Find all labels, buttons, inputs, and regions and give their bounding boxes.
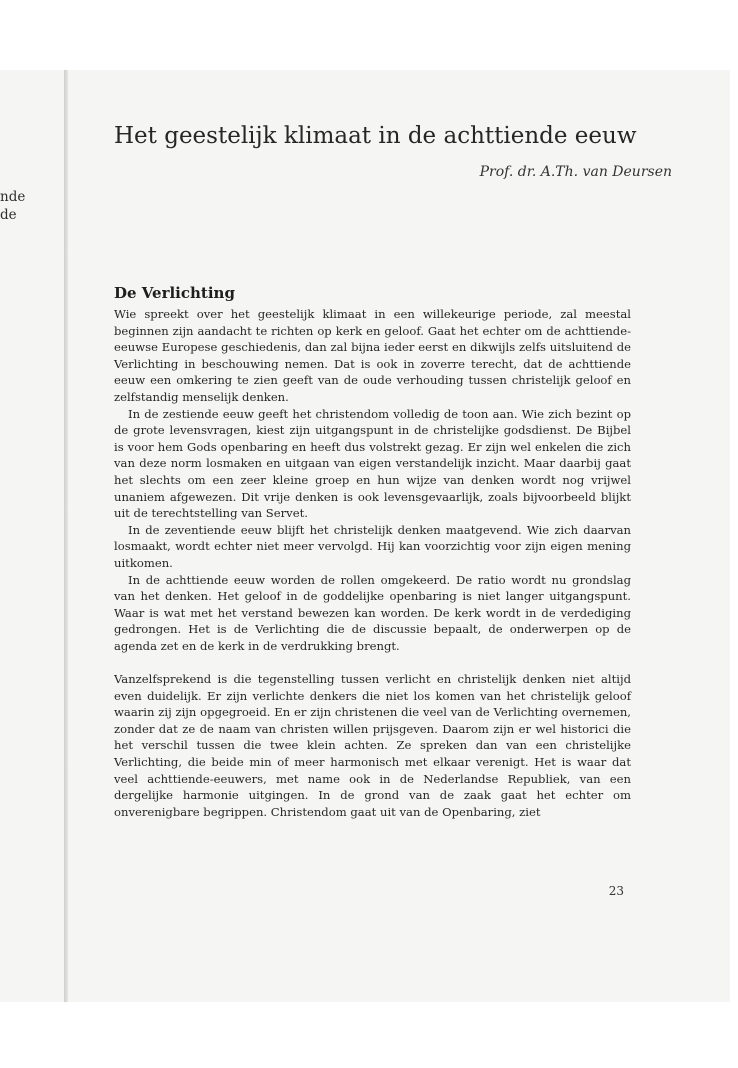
left-fragment-line-1: nde xyxy=(0,189,26,205)
paragraph-3: In de zeventiende eeuw blijft het christelijk denken maatgevend. Wie zich daarvan losmaakt, wordt echter niet meer vervolgd. Hij kan voorzichtig voor zijn eigen mening uitkomen. xyxy=(114,522,631,570)
paragraph-2: In de zestiende eeuw geeft het christendom volledig de toon aan. Wie zich bezint op de grote levensvragen, kiest zijn uitgangspunt in de christelijke godsdienst. De Bijbel is voor hem Gods openbaring en heeft dus volstrekt gezag. Er zijn wel enkelen die zich van deze norm losmaken en uitgaan van eigen verstandelijk inzicht. Maar daarbij gaat het slechts om een zeer kleine groep en hun wijze van denken wordt nog vrijwel unaniem afgewezen. Dit vrije denken is ook levensgevaarlijk, zoals bijvoorbeeld blijkt uit de terechtstelling van Servet. xyxy=(114,406,631,521)
paragraph-4: In de achttiende eeuw worden de rollen omgekeerd. De ratio wordt nu grondslag van het denken. Het geloof in de goddelijke openbaring is niet langer uitgangspunt. Waar is wat met het verstand bewezen kan worden. De kerk wordt in de verdediging gedrongen. Het is de Verlichting die de discussie bepaalt, de onderwerpen op de agenda zet en de kerk in de verdrukking brengt. xyxy=(114,572,631,653)
left-fragment-line-2: de xyxy=(0,207,17,223)
left-page-text-fragment xyxy=(0,188,25,224)
section-heading: De Verlichting xyxy=(114,284,235,302)
article-body xyxy=(114,306,631,820)
page-number: 23 xyxy=(608,884,624,898)
paragraph-1: Wie spreekt over het geestelijk klimaat in een willekeurige periode, zal meestal beginnen zijn aandacht te richten op kerk en geloof. Gaat het echter om de achttiende-eeuwse Europese geschiedenis, dan zal bijna ieder eerst en dikwijls zelfs uitsluitend de Verlichting in beschouwing nemen. Dat is ook in zoverre terecht, dat de achttiende eeuw een omkering te zien geeft van de oude verhouding tussen christelijk geloof en zelfstandig menselijk denken. xyxy=(114,307,631,404)
left-page-edge xyxy=(0,70,64,1002)
article-title: Het geestelijk klimaat in de achttiende eeuw xyxy=(114,123,637,149)
paragraph-5: Vanzelfsprekend is die tegenstelling tussen verlicht en christelijk denken niet altijd even duidelijk. Er zijn verlichte denkers die niet los komen van het christelijk geloof waarin zij zijn opgegroeid. En er zijn christenen die veel van de Verlichting overnemen, zonder dat ze de naam van christen willen prijsgeven. Daarom zijn er wel historici die het verschil tussen die twee klein achten. Ze spreken dan van een christelijke Verlichting, die beide min of meer harmonisch met elkaar verenigt. Het is waar dat veel achttiende-eeuwers, met name ook in de Nederlandse Republiek, van een dergelijke harmonie uitgingen. In de grond van de zaak gaat het echter om onverenigbare begrippen. Christendom gaat uit van de Openbaring, ziet xyxy=(114,672,631,819)
article-page xyxy=(68,70,730,1002)
article-author: Prof. dr. A.Th. van Deursen xyxy=(479,164,672,180)
